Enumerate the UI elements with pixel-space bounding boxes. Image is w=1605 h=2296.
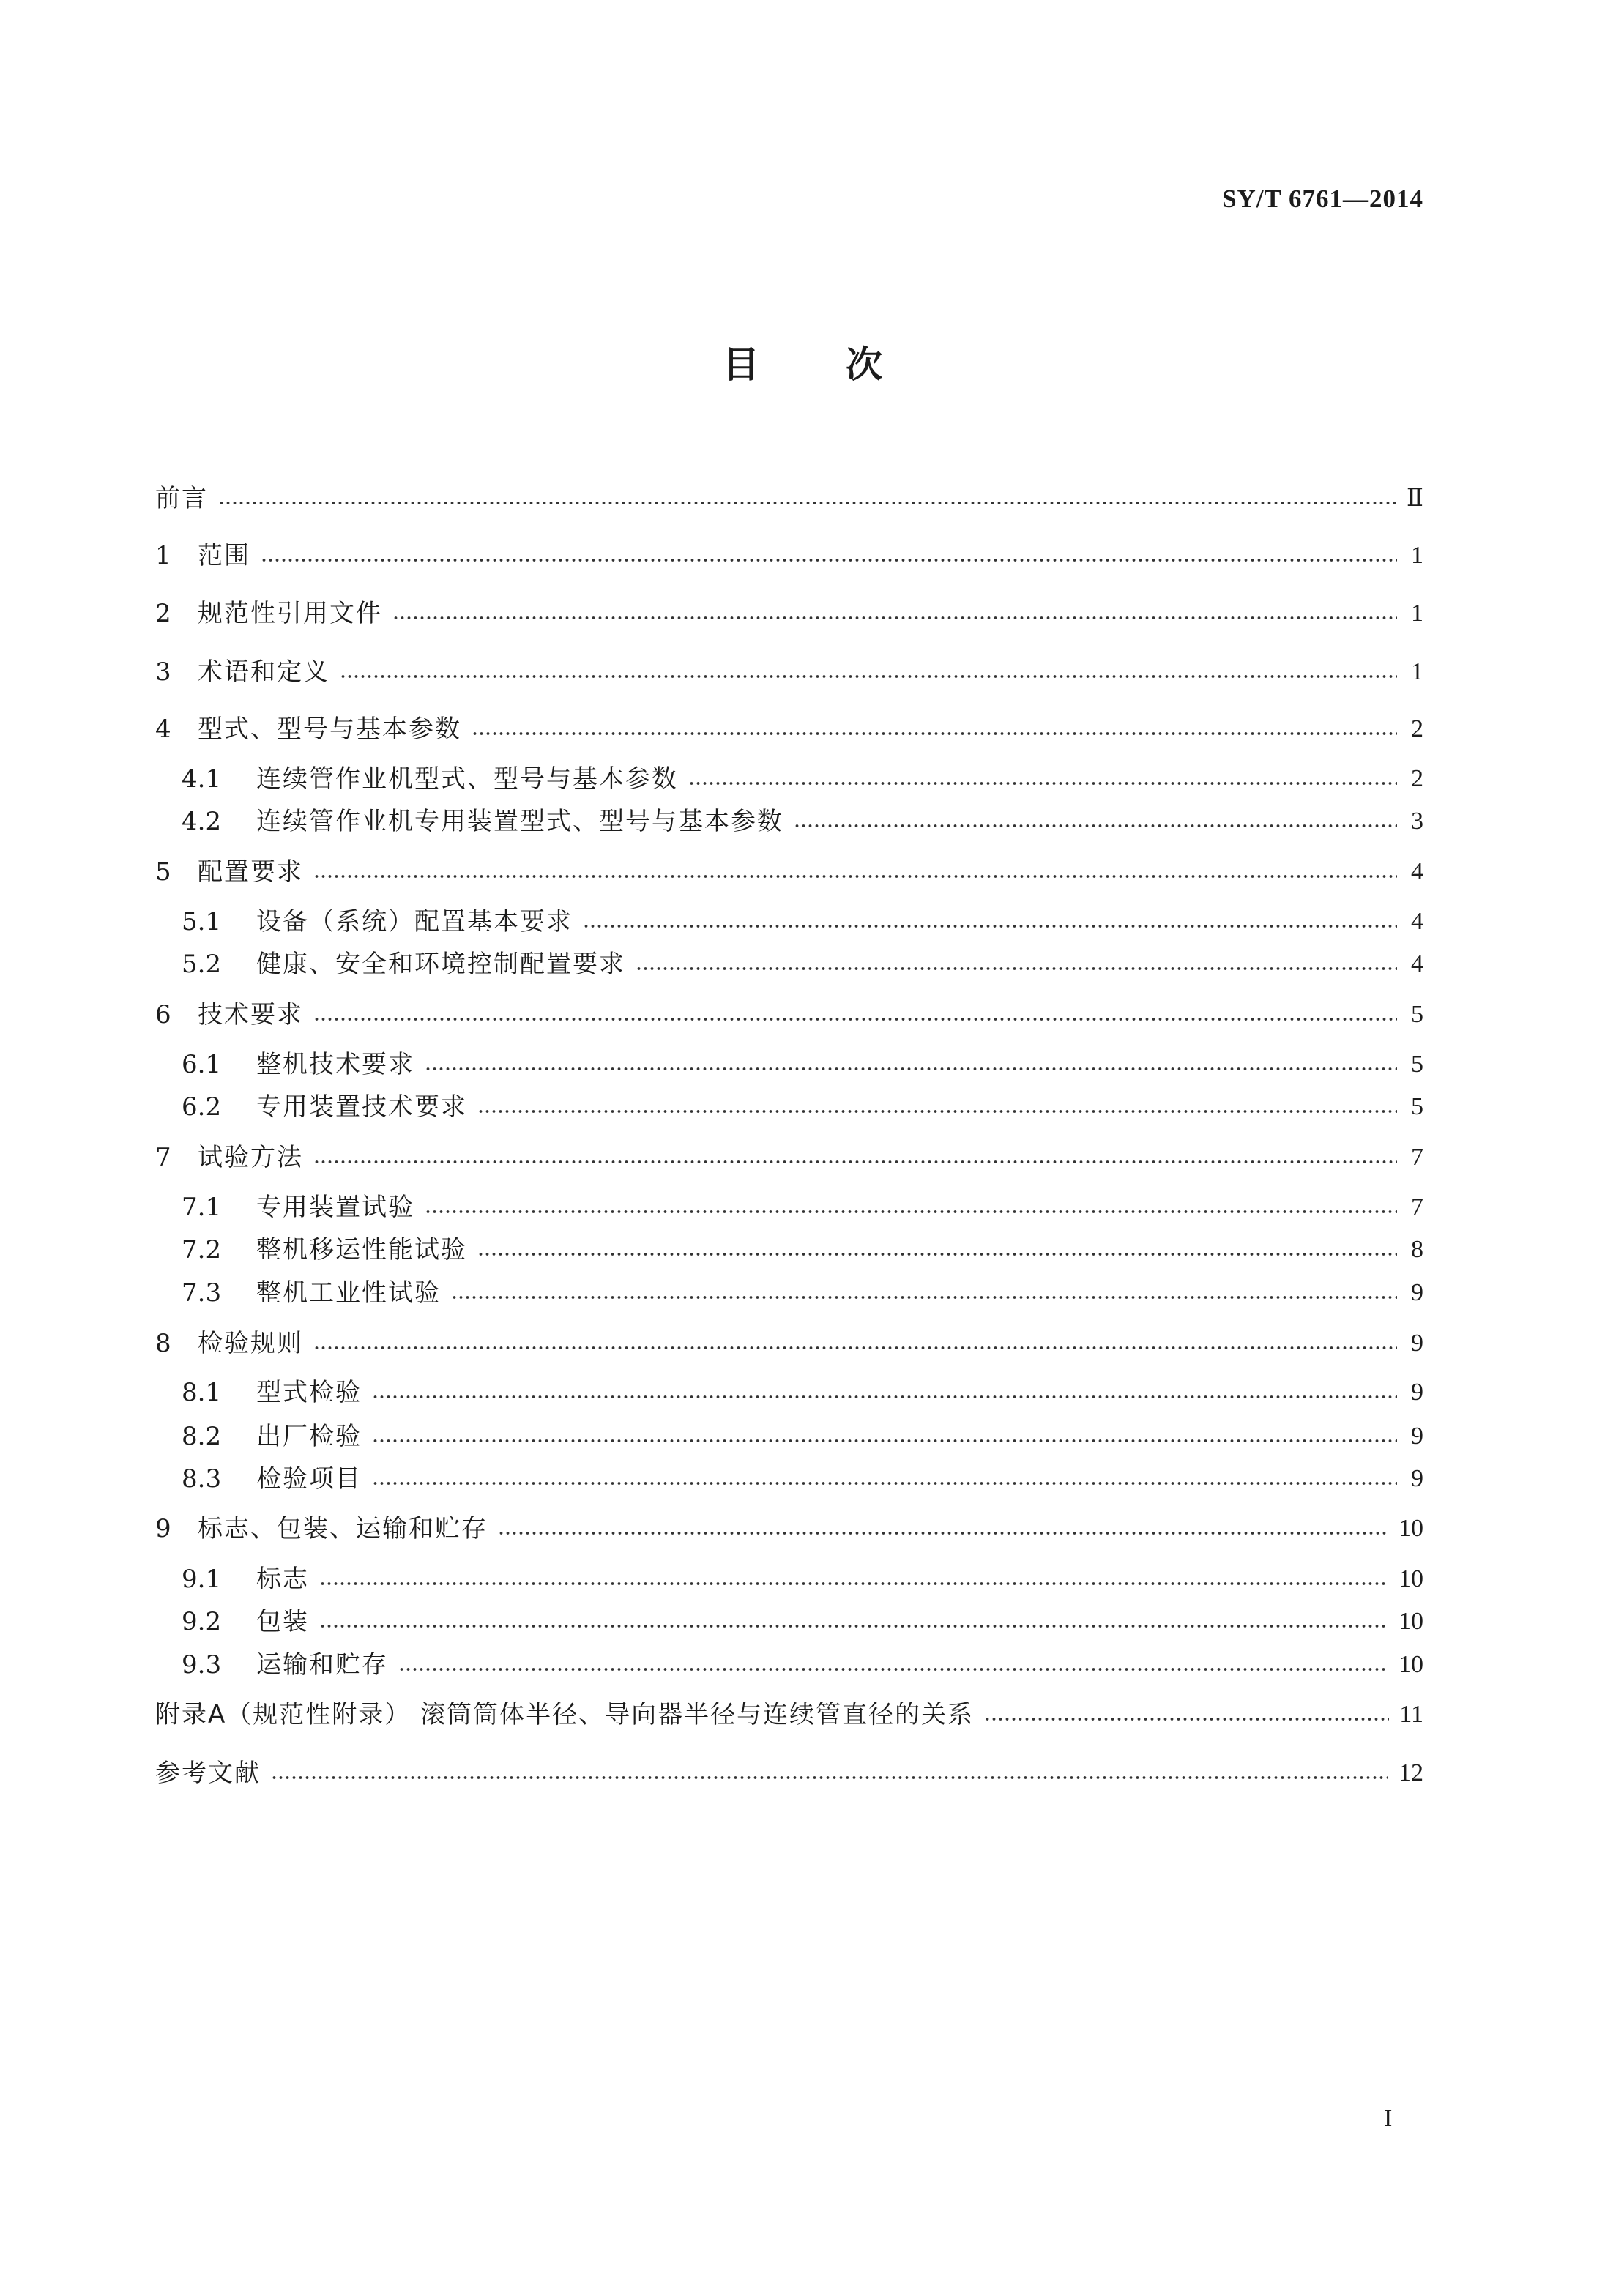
toc-entry-6[interactable] (155, 996, 1423, 1033)
toc-entry-page: Ⅱ (1406, 485, 1423, 512)
dot-leader (794, 824, 1397, 828)
toc-entry-label: 包装 (256, 1607, 309, 1636)
dot-leader (451, 1295, 1397, 1300)
toc-entry-number: 7.2 (182, 1235, 222, 1264)
dot-leader (261, 558, 1397, 562)
toc-entry-page: 11 (1399, 1701, 1423, 1728)
toc-entry-number: 3 (155, 657, 171, 687)
toc-entry-number: 6 (155, 1000, 171, 1029)
toc-entry-number: 6.2 (182, 1092, 222, 1122)
standard-code: SY/T 6761—2014 (1222, 184, 1423, 213)
toc-entry-number: 8.1 (182, 1378, 222, 1407)
toc-entry-number: 4.1 (182, 764, 222, 794)
toc-entry-number: 9.3 (182, 1650, 222, 1680)
toc-entry-9-1[interactable] (182, 1561, 1423, 1598)
dot-leader (313, 1346, 1397, 1350)
dot-leader (313, 1017, 1397, 1021)
dot-leader (218, 501, 1396, 505)
dot-leader (398, 1667, 1388, 1671)
toc-entry-page: 10 (1399, 1651, 1423, 1678)
dot-leader (372, 1439, 1397, 1443)
toc-entry-number: 1 (155, 541, 171, 570)
toc-entry-number: 8.3 (182, 1464, 222, 1494)
toc-entry-label: 前言 (155, 484, 208, 513)
toc-entry-page: 5 (1411, 1001, 1423, 1028)
toc-entry-9-2[interactable] (182, 1603, 1423, 1640)
toc-entry-page: 10 (1399, 1515, 1423, 1542)
toc-entry-8[interactable] (155, 1325, 1423, 1362)
toc-entry-7[interactable] (155, 1139, 1423, 1176)
page-number: I (1384, 2105, 1393, 2132)
toc-entry-page: 3 (1411, 808, 1423, 835)
dot-leader (313, 874, 1397, 879)
toc-entry-number: 6.1 (182, 1050, 222, 1079)
toc-entry-label: 参考文献 (155, 1759, 261, 1788)
toc-entry-number: 9 (155, 1514, 171, 1543)
toc-entry-7-3[interactable] (182, 1275, 1423, 1311)
toc-entry-9-3[interactable] (182, 1647, 1423, 1683)
toc-entry-page: 4 (1411, 950, 1423, 977)
toc-entry-foreword[interactable] (155, 480, 1423, 517)
toc-entry-page: 10 (1399, 1565, 1423, 1592)
toc-entry-page: 9 (1411, 1379, 1423, 1406)
toc-entry-number: 9.1 (182, 1565, 222, 1594)
toc-entry-4-1[interactable] (182, 761, 1423, 797)
toc-entry-page: 2 (1411, 765, 1423, 792)
toc-entry-label: 整机工业性试验 (256, 1278, 441, 1308)
toc-entry-label: 健康、安全和环境控制配置要求 (256, 950, 625, 979)
toc-entry-number: 4 (155, 715, 171, 744)
dot-leader (271, 1775, 1388, 1780)
toc-entry-3[interactable] (155, 654, 1423, 690)
toc-entry-page: 7 (1411, 1193, 1423, 1220)
toc-entry-label: 规范性引用文件 (198, 599, 382, 628)
toc-entry-label: 技术要求 (198, 1000, 303, 1029)
toc-entry-label: 标志、包装、运输和贮存 (198, 1514, 488, 1543)
toc-entry-page: 5 (1411, 1051, 1423, 1078)
toc-entry-page: 10 (1399, 1608, 1423, 1635)
toc-entry-8-2[interactable] (182, 1418, 1423, 1455)
toc-entry-page: 1 (1411, 542, 1423, 569)
toc-entry-7-2[interactable] (182, 1231, 1423, 1268)
toc-entry-5-2[interactable] (182, 946, 1423, 983)
toc-entry-page: 5 (1411, 1093, 1423, 1120)
toc-entry-5-1[interactable] (182, 903, 1423, 940)
toc-entry-label: 整机技术要求 (256, 1050, 414, 1079)
toc-entry-8-3[interactable] (182, 1461, 1423, 1497)
toc-entry-page: 1 (1411, 600, 1423, 627)
toc-entry-5[interactable] (155, 854, 1423, 890)
dot-leader (688, 781, 1397, 786)
dot-leader (313, 1160, 1397, 1164)
toc-entry-7-1[interactable] (182, 1189, 1423, 1226)
toc-entry-label: 专用装置试验 (256, 1193, 414, 1222)
toc-entry-number: 8.2 (182, 1422, 222, 1451)
toc-entry-page: 4 (1411, 908, 1423, 935)
toc-entry-page: 4 (1411, 858, 1423, 885)
toc-entry-label: 整机移运性能试验 (256, 1235, 467, 1264)
toc-entry-label: 检验项目 (256, 1464, 362, 1494)
toc-entry-references[interactable] (155, 1755, 1423, 1792)
toc-entry-label: 运输和贮存 (256, 1650, 388, 1680)
toc-entry-page: 12 (1399, 1759, 1423, 1786)
toc-entry-6-1[interactable] (182, 1046, 1423, 1083)
dot-leader (477, 1252, 1397, 1256)
toc-entry-page: 2 (1411, 715, 1423, 742)
toc-entry-page: 9 (1411, 1465, 1423, 1492)
toc-entry-2[interactable] (155, 595, 1423, 632)
toc-entry-page: 9 (1411, 1423, 1423, 1450)
dot-leader (636, 966, 1397, 971)
toc-entry-number: 2 (155, 599, 171, 628)
dot-leader (319, 1581, 1388, 1586)
toc-entry-label: 检验规则 (198, 1329, 303, 1358)
toc-entry-label: 术语和定义 (198, 657, 329, 687)
toc-entry-label: 型式、型号与基本参数 (198, 715, 461, 744)
dot-leader (477, 1109, 1397, 1114)
toc-entry-number: 7 (155, 1143, 171, 1172)
toc-entry-1[interactable] (155, 537, 1423, 574)
dot-leader (319, 1624, 1388, 1628)
dot-leader (583, 924, 1397, 928)
toc-entry-label: 附录A（规范性附录） 滚筒筒体半径、导向器半径与连续管直径的关系 (155, 1700, 975, 1729)
toc-entry-number: 5.2 (182, 950, 222, 979)
dot-leader (472, 731, 1397, 736)
toc-entry-number: 5 (155, 857, 171, 887)
toc-title: 目次 (723, 343, 969, 386)
toc-entry-6-2[interactable] (182, 1089, 1423, 1125)
toc-entry-label: 专用装置技术要求 (256, 1092, 467, 1122)
toc-entry-page: 7 (1411, 1144, 1423, 1171)
dot-leader (498, 1531, 1388, 1535)
dot-leader (372, 1481, 1397, 1486)
toc-entry-number: 7.1 (182, 1193, 222, 1222)
toc-entry-page: 9 (1411, 1279, 1423, 1306)
toc-entry-4[interactable] (155, 711, 1423, 748)
toc-entry-number: 8 (155, 1329, 171, 1358)
toc-entry-number: 5.1 (182, 907, 222, 936)
toc-entry-page: 1 (1411, 658, 1423, 685)
toc-entry-label: 型式检验 (256, 1378, 362, 1407)
dot-leader (372, 1395, 1397, 1399)
toc-entry-label: 连续管作业机型式、型号与基本参数 (256, 764, 678, 794)
dot-leader (392, 616, 1397, 620)
toc-entry-page: 9 (1411, 1330, 1423, 1357)
dot-leader (425, 1210, 1397, 1214)
toc-entry-label: 试验方法 (198, 1143, 303, 1172)
toc-entry-label: 出厂检验 (256, 1422, 362, 1451)
toc-entry-9[interactable] (155, 1510, 1423, 1547)
toc-entry-page: 8 (1411, 1236, 1423, 1263)
toc-entry-label: 标志 (256, 1565, 309, 1594)
toc-entry-8-1[interactable] (182, 1374, 1423, 1411)
toc-entry-label: 设备（系统）配置基本要求 (256, 907, 573, 936)
toc-entry-number: 9.2 (182, 1607, 222, 1636)
toc-entry-number: 4.2 (182, 807, 222, 836)
dot-leader (340, 674, 1397, 679)
toc-entry-label: 配置要求 (198, 857, 303, 887)
dot-leader (425, 1067, 1397, 1071)
dot-leader (984, 1717, 1389, 1721)
toc-entry-4-2[interactable] (182, 803, 1423, 840)
toc-entry-label: 范围 (198, 541, 250, 570)
toc-entry-number: 7.3 (182, 1278, 222, 1308)
toc-entry-appendix-a[interactable] (155, 1696, 1423, 1733)
toc-entry-label: 连续管作业机专用装置型式、型号与基本参数 (256, 807, 783, 836)
